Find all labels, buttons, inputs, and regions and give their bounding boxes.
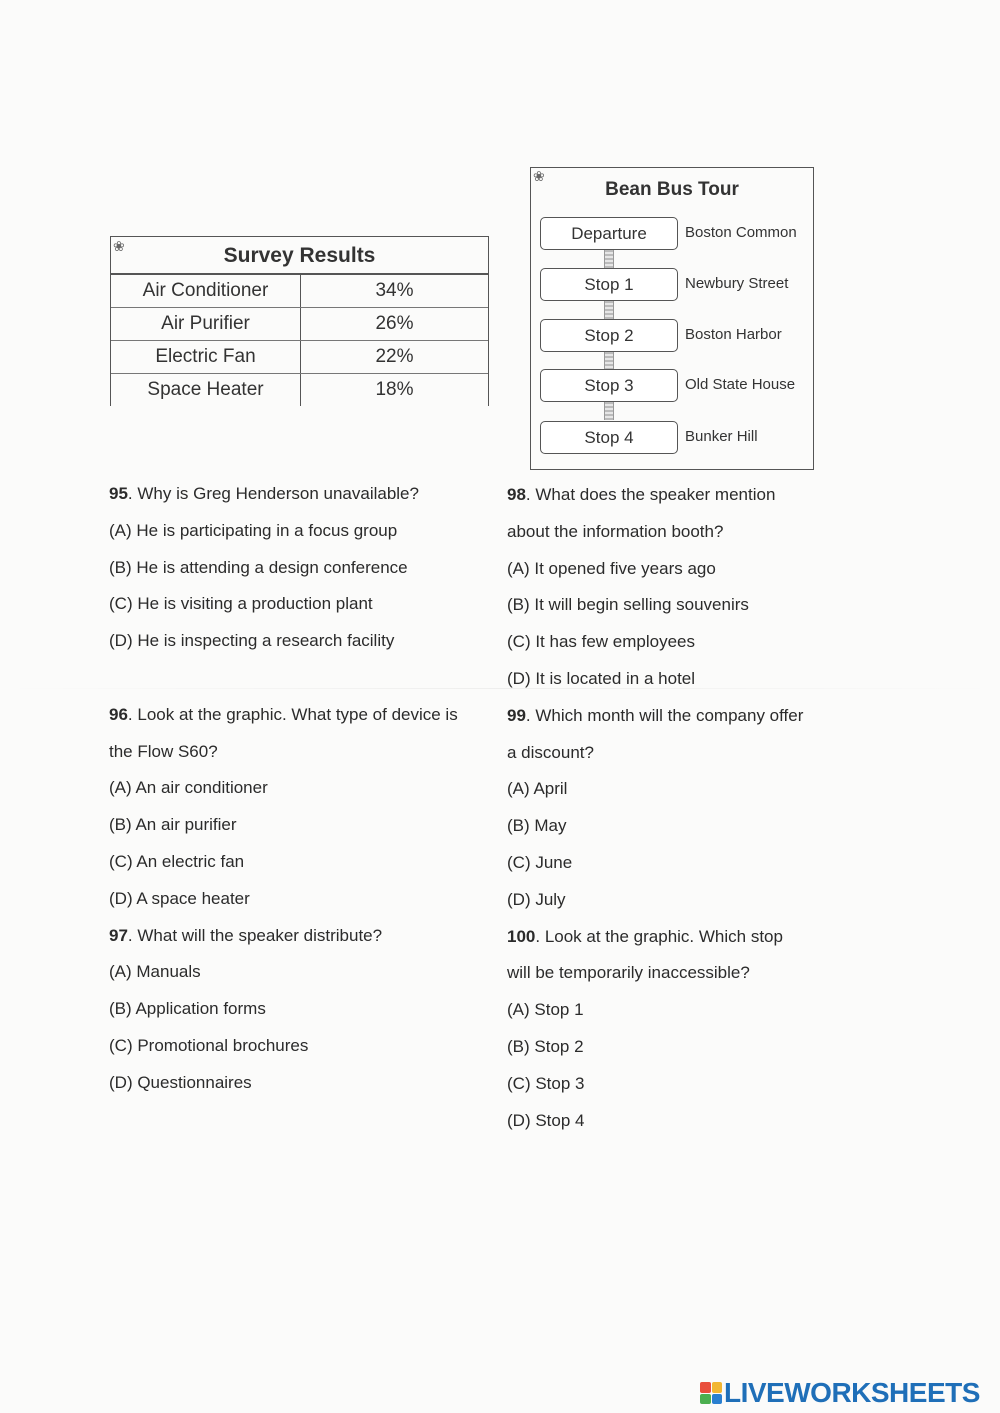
answer-option[interactable]: (C) It has few employees (507, 632, 696, 652)
question-number: 98 (507, 485, 526, 504)
answer-option[interactable]: (C) Promotional brochures (109, 1035, 309, 1055)
survey-value: 26% (375, 313, 414, 334)
stop-box: Stop 2 (540, 319, 678, 352)
corner-mark-icon: ❀ (533, 168, 545, 184)
logo-square (700, 1382, 711, 1393)
answer-option[interactable]: (C) Stop 3 (507, 1073, 585, 1093)
question-number: 100 (507, 926, 536, 946)
question-number: 97 (109, 925, 128, 945)
survey-item: Air Conditioner (111, 275, 301, 307)
stop-place: Bunker Hill (685, 428, 758, 445)
stop-place: Old State House (685, 376, 796, 393)
question-text: . Look at the graphic. What type of device is (127, 704, 458, 724)
stop-box: Stop 1 (540, 268, 678, 301)
answer-option[interactable]: (D) A space heater (109, 888, 250, 908)
logo-square (700, 1394, 711, 1405)
question-number: 99 (507, 705, 526, 725)
logo-text: LIVEWORKSHEETS (724, 1377, 980, 1408)
route-connector (604, 352, 614, 370)
route-connector (604, 250, 614, 268)
question-stem (507, 698, 897, 735)
question-text: . What does the speaker mention (525, 485, 776, 504)
answer-option[interactable]: (B) It will begin selling souvenirs (507, 595, 749, 615)
question-column-left (109, 476, 499, 1102)
stop-place: Boston Common (685, 224, 797, 241)
logo-square (712, 1394, 723, 1405)
answer-option[interactable]: (B) He is attending a design conference (109, 557, 408, 577)
question-text: . Which month will the company offer (525, 705, 804, 725)
corner-mark-icon: ❀ (113, 238, 125, 254)
stop-box: Departure (540, 217, 678, 250)
stop-place: Boston Harbor (685, 326, 782, 343)
question-text: the Flow S60? (109, 741, 218, 761)
answer-option[interactable]: (C) June (507, 852, 573, 872)
question-text: about the information booth? (507, 521, 724, 541)
survey-item: Air Purifier (111, 308, 301, 340)
answer-option[interactable]: (C) An electric fan (109, 851, 245, 871)
survey-value: 34% (375, 280, 414, 301)
answer-option[interactable]: (D) It is located in a hotel (507, 668, 696, 688)
bus-tour-diagram (530, 167, 814, 470)
table-row (111, 341, 488, 374)
answer-option[interactable]: (B) An air purifier (109, 815, 237, 835)
logo-square (712, 1382, 723, 1393)
question-stem (109, 476, 499, 513)
question-text: . Look at the graphic. Which stop (535, 926, 783, 946)
question-text: . What will the speaker distribute? (127, 925, 383, 945)
answer-option[interactable]: (A) He is participating in a focus group (109, 520, 398, 540)
question-text: a discount? (507, 742, 594, 762)
question-stem (109, 697, 499, 734)
question-stem (507, 477, 897, 514)
survey-title: Survey Results (111, 237, 488, 275)
question-text: . Why is Greg Henderson unavailable? (127, 484, 419, 503)
table-row (111, 308, 488, 341)
answer-option[interactable]: (A) An air conditioner (109, 778, 268, 798)
answer-option[interactable]: (D) He is inspecting a research facility (109, 631, 395, 651)
bus-tour-title: Bean Bus Tour (605, 179, 739, 200)
question-number: 96 (109, 704, 128, 724)
stop-place: Newbury Street (685, 275, 789, 292)
survey-value: 18% (375, 379, 414, 400)
route-connector (604, 402, 614, 420)
route-connector (604, 301, 614, 319)
answer-option[interactable]: (D) July (507, 889, 566, 909)
survey-results-table (110, 236, 489, 406)
survey-item: Space Heater (111, 374, 301, 406)
spacer (109, 660, 499, 697)
question-number: 95 (109, 484, 128, 503)
stop-box: Stop 3 (540, 369, 678, 402)
answer-option[interactable]: (B) Application forms (109, 999, 266, 1019)
table-row (111, 275, 488, 308)
answer-option[interactable]: (A) Stop 1 (507, 1000, 584, 1020)
answer-option[interactable]: (C) He is visiting a production plant (109, 594, 373, 614)
liveworksheets-logo-icon (700, 1382, 722, 1404)
question-stem (109, 918, 499, 955)
question-text: will be temporarily inaccessible? (507, 963, 750, 983)
answer-option[interactable]: (D) Stop 4 (507, 1110, 585, 1130)
survey-value: 22% (375, 346, 414, 367)
answer-option[interactable]: (D) Questionnaires (109, 1072, 252, 1092)
table-row (111, 374, 488, 406)
answer-option[interactable]: (B) May (507, 816, 567, 836)
survey-item: Electric Fan (111, 341, 301, 373)
answer-option[interactable]: (A) It opened five years ago (507, 558, 716, 578)
answer-option[interactable]: (B) Stop 2 (507, 1036, 584, 1056)
question-column-right (507, 477, 897, 1139)
stop-box: Stop 4 (540, 421, 678, 454)
answer-option[interactable]: (A) Manuals (109, 962, 201, 982)
liveworksheets-logo (700, 1377, 980, 1409)
question-stem (507, 919, 897, 956)
answer-option[interactable]: (A) April (507, 779, 568, 799)
